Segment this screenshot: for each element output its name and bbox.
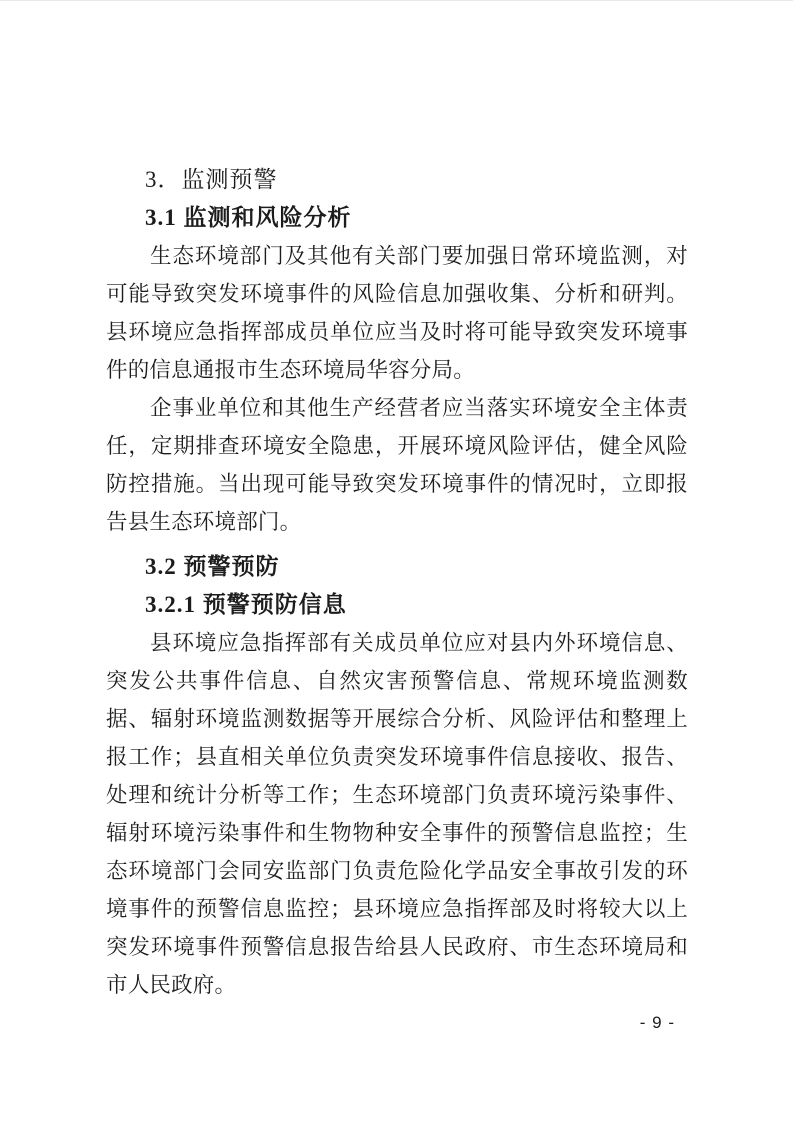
heading-3-monitoring-warning: 3．监测预警 xyxy=(145,167,278,192)
heading-3-1-monitoring-risk-analysis: 3.1 监测和风险分析 xyxy=(145,205,352,230)
heading-3-2-warning-prevention: 3.2 预警预防 xyxy=(145,554,280,579)
page-number: - 9 - xyxy=(639,1013,675,1032)
paragraph-warning-info-monitoring: 县环境应急指挥部有关成员单位应对县内外环境信息、突发公共事件信息、自然灾害预警信息、常规环境监测数据、辐射环境监测数据等开展综合分析、风险评估和整理上报工作；县直相关单位负责突发环境事件信息接收、报告、处理和统计分析等工作；生态环境部门负责环境污染事件、辐射环境污染事件和生物物种安全事件的预警信息监控；生态环境部门会同安监部门负责危险化学品安全事故引发的环境事件的预警信息监控；县环境应急指挥部及时将较大以上突发环境事件预警信息报告给县人民政府、市生态环境局和市人民政府。 xyxy=(106,631,688,997)
document-body xyxy=(106,161,688,1004)
paragraph-daily-monitoring: 生态环境部门及其他有关部门要加强日常环境监测，对可能导致突发环境事件的风险信息加强收集、分析和研判。县环境应急指挥部成员单位应当及时将可能导致突发环境事件的信息通报市生态环境局华容分局。 xyxy=(106,244,688,382)
heading-3-2-1-warning-prevention-info: 3.2.1 预警预防信息 xyxy=(145,592,347,617)
paragraph-enterprise-responsibility: 企事业单位和其他生产经营者应当落实环境安全主体责任，定期排查环境安全隐患，开展环境风险评估，健全风险防控措施。当出现可能导致突发环境事件的情况时，立即报告县生态环境部门。 xyxy=(106,396,688,534)
